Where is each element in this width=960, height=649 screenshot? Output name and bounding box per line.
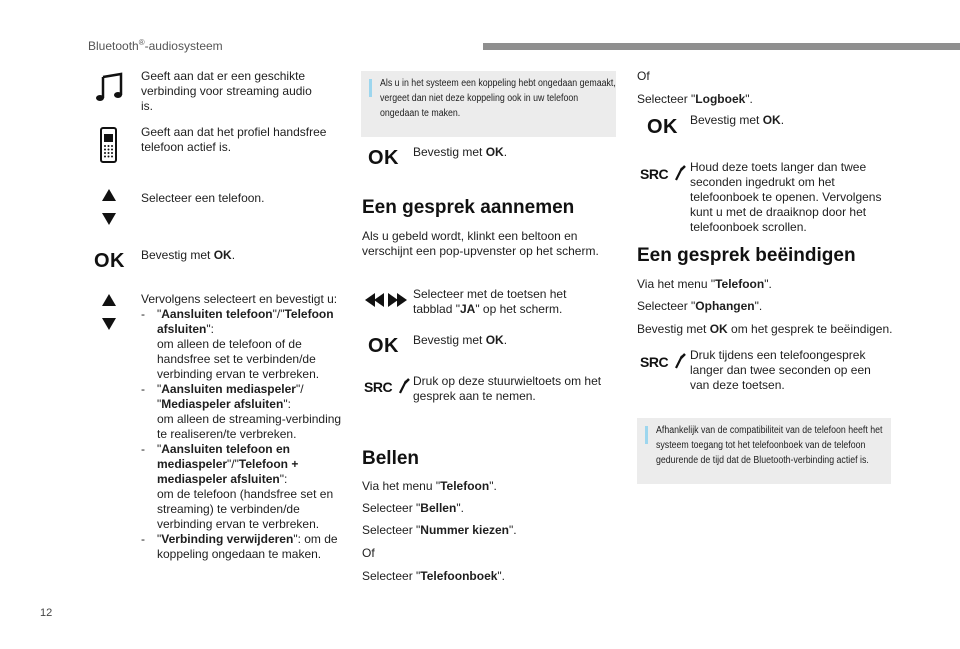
select-phonebook-text: Selecteer "Telefoonboek". bbox=[362, 569, 506, 583]
page-number: 12 bbox=[40, 607, 53, 619]
header-title: Bluetooth®-audiosysteem bbox=[88, 38, 223, 53]
confirm-ok-text: Bevestig met OK. bbox=[413, 145, 508, 159]
src-phone-button-icon bbox=[640, 353, 687, 372]
src-phone-button-icon bbox=[364, 378, 411, 397]
via-menu-text: Via het menu "Telefoon". bbox=[637, 277, 772, 291]
option-connect-media: - "Aansluiten mediaspeler"/ "Mediaspeler afsluiten": om alleen de streaming-verbinding te realiseren/te verbreken. bbox=[141, 382, 351, 442]
or-text: Of bbox=[637, 69, 650, 83]
confirm-ok-text: Bevestig met OK. bbox=[690, 113, 785, 127]
handset-icon bbox=[397, 378, 411, 394]
press-src-end-text: Druk tijdens een telefoongesprek langer dan twee seconden op een van deze toetsen. bbox=[690, 348, 871, 392]
up-down-arrows-icon bbox=[99, 292, 119, 332]
select-bellen-text: Selecteer "Bellen". bbox=[362, 501, 464, 515]
answer-intro: Als u gebeld wordt, klinkt een beltoon en verschijnt een pop-upvenster op het scherm. bbox=[362, 229, 599, 258]
heading-answer-call: Een gesprek aannemen bbox=[362, 197, 575, 218]
option-remove-connection: - "Verbinding verwijderen": om de koppeling ongedaan te maken. bbox=[141, 532, 351, 562]
handsfree-text: Geeft aan dat het profiel handsfree telefoon actief is. bbox=[141, 125, 327, 154]
then-select-text: Vervolgens selecteert en bevestigt u: bbox=[141, 292, 338, 306]
select-logbook-text: Selecteer "Logboek". bbox=[637, 92, 753, 106]
note-marker bbox=[645, 426, 648, 444]
option-connect-phone: - "Aansluiten telefoon"/"Telefoon afsluiten": om alleen de telefoon of de handsfree set te verbinden/de verbinding ervan te verbreken. bbox=[141, 307, 351, 382]
up-down-arrows-icon bbox=[99, 187, 119, 227]
confirm-end-text: Bevestig met OK om het gesprek te beëindigen. bbox=[637, 322, 893, 336]
phone-icon bbox=[97, 126, 121, 166]
note-compatibility bbox=[637, 418, 891, 484]
confirm-ok-text: Bevestig met OK. bbox=[141, 248, 236, 262]
confirm-ok-text: Bevestig met OK. bbox=[413, 333, 508, 347]
or-text: Of bbox=[362, 546, 375, 560]
note-marker bbox=[369, 79, 372, 97]
press-src-text: Druk op deze stuurwieltoets om het gesprek aan te nemen. bbox=[413, 374, 602, 403]
src-phone-button-icon bbox=[640, 165, 687, 184]
heading-call: Bellen bbox=[362, 448, 420, 469]
src-label: SRC bbox=[640, 166, 669, 182]
note-unpair-text: Als u in het systeem een koppeling hebt ongedaan gemaakt, vergeet dan niet deze koppeling ook in uw telefoon ongedaan te maken. bbox=[380, 78, 616, 119]
option-connect-both: - "Aansluiten telefoon en mediaspeler"/"Telefoon + mediaspeler afsluiten": om de telefoon (handsfree set en streaming) te verbinden/de verbinding ervan te verbreken. bbox=[141, 442, 351, 532]
ok-button-icon: OK bbox=[94, 250, 125, 272]
src-label: SRC bbox=[364, 379, 393, 395]
heading-end-call: Een gesprek beëindigen bbox=[637, 245, 856, 266]
hold-src-text: Houd deze toets langer dan twee seconden ingedrukt om het telefoonboek te openen. Vervolgens kunt u met de draaiknop door het telefoonboek scrollen. bbox=[690, 160, 882, 234]
select-number-text: Selecteer "Nummer kiezen". bbox=[362, 523, 517, 537]
ok-button-icon: OK bbox=[647, 116, 678, 138]
src-label: SRC bbox=[640, 354, 669, 370]
select-hangup-text: Selecteer "Ophangen". bbox=[637, 299, 763, 313]
note-unpair bbox=[361, 71, 616, 137]
header-bar bbox=[483, 43, 960, 50]
options-block bbox=[141, 292, 351, 562]
streaming-text: Geeft aan dat er een geschikte verbinding voor streaming audio is. bbox=[141, 69, 312, 113]
select-phone-text: Selecteer een telefoon. bbox=[141, 191, 265, 205]
seek-arrows-icon bbox=[365, 292, 407, 308]
via-menu-text: Via het menu "Telefoon". bbox=[362, 479, 497, 493]
note-compatibility-text: Afhankelijk van de compatibiliteit van de telefoon heeft het systeem toegang tot het telefoonboek van de telefoon gedurende de tijd dat de Bluetooth-verbinding actief is. bbox=[656, 425, 883, 466]
handset-icon bbox=[673, 353, 687, 369]
select-yes-text: Selecteer met de toetsen het tabblad "JA" op het scherm. bbox=[413, 287, 567, 316]
ok-button-icon: OK bbox=[368, 335, 399, 357]
ok-button-icon: OK bbox=[368, 147, 399, 169]
music-note-icon bbox=[93, 72, 125, 104]
handset-icon bbox=[673, 165, 687, 181]
